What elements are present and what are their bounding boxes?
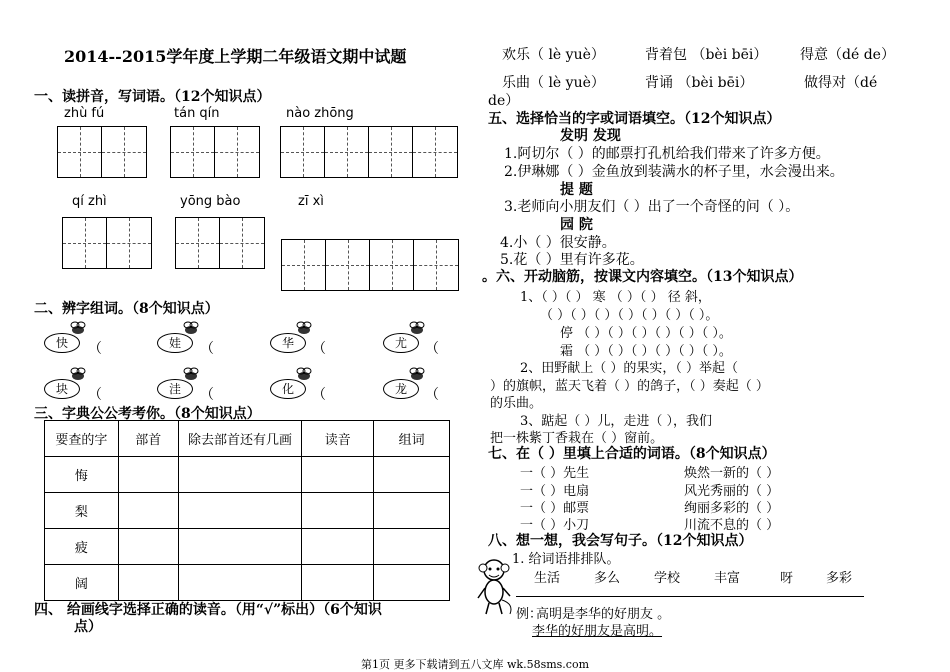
- answer-cell[interactable]: [374, 493, 450, 529]
- word-group-1: 发明 发现: [560, 128, 621, 144]
- section-3-heading: 三、字典公公考考你。（8个知识点）: [34, 406, 261, 422]
- passage-3-line-2: 把一株紫丁香栽在（ ）窗前。: [490, 431, 664, 446]
- col-header: 读音: [302, 421, 374, 457]
- measure-word-2: 一（ ）电扇: [520, 484, 590, 499]
- reading-item-3: 得意（dé de）: [800, 47, 895, 63]
- answer-cell[interactable]: [118, 565, 178, 601]
- section-4-heading: 四、 给画线字选择正确的读音。（用“√”标出）（6个知识: [34, 602, 382, 618]
- writing-grid-1[interactable]: [57, 126, 147, 178]
- answer-cell[interactable]: [178, 529, 302, 565]
- paren: （: [425, 341, 439, 357]
- measure-word-3: 一（ ）邮票: [520, 501, 590, 516]
- bee-icon: [294, 367, 312, 381]
- monkey-icon: [474, 556, 516, 618]
- lookup-char: 悔: [45, 457, 119, 493]
- answer-cell[interactable]: [374, 529, 450, 565]
- table-header-row: [45, 421, 450, 457]
- paren: （: [200, 341, 214, 357]
- paren: （: [425, 387, 439, 403]
- section-6-heading: 。六、开动脑筋，按课文内容填空。（13个知识点）: [482, 269, 803, 285]
- poem-line-4: 霜 （ ）（ ）（ ）（ ）（ ）（ ）。: [560, 344, 732, 359]
- reading-item-5: 背诵 （bèi bēi）: [645, 75, 754, 91]
- bee-card-6: [155, 367, 199, 401]
- word-3: 学校: [654, 571, 681, 586]
- answer-cell[interactable]: [178, 457, 302, 493]
- writing-grid-4[interactable]: [62, 217, 152, 269]
- adjective-phrase-3: 绚丽多彩的（ ）: [684, 501, 780, 516]
- table-row: [45, 565, 450, 601]
- example-sentence-2: 李华的好朋友是高明。: [532, 624, 663, 639]
- pinyin-5: yōng bào: [180, 194, 241, 209]
- passage-2-line-3: 的乐曲。: [490, 396, 543, 411]
- adjective-phrase-2: 风光秀丽的（ ）: [684, 484, 780, 499]
- bee-card-1: [42, 321, 86, 355]
- bee-card-2: [155, 321, 199, 355]
- word-2: 多么: [594, 571, 621, 586]
- writing-grid-3[interactable]: [280, 126, 458, 178]
- passage-2-line-2: ）的旗帜，蓝天飞着（ ）的鸽子，（ ）奏起（ ）: [490, 379, 769, 394]
- reading-item-2: 背着包 （bèi bēi）: [645, 47, 768, 63]
- char-3: 华: [270, 333, 306, 353]
- writing-grid-5[interactable]: [175, 217, 265, 269]
- lookup-char: 阔: [45, 565, 119, 601]
- fill-item-2: 2.伊琳娜（ ）金鱼放到装满水的杯子里，水会漫出来。: [504, 164, 844, 180]
- bee-icon: [181, 367, 199, 381]
- section-2-heading: 二、辨字组词。（8个知识点）: [34, 301, 219, 317]
- bee-icon: [407, 367, 425, 381]
- answer-cell[interactable]: [118, 529, 178, 565]
- sub-task-1: 1. 给词语排排队。: [512, 552, 620, 567]
- bee-card-8: [381, 367, 425, 401]
- char-4: 尤: [383, 333, 419, 353]
- answer-cell[interactable]: [118, 457, 178, 493]
- reading-item-1: 欢乐（ lè yuè）: [502, 47, 605, 63]
- bee-card-3: [268, 321, 312, 355]
- poem-line-3: 停 （ ）（ ）（ ）（ ）（ ）（ ）。: [560, 326, 732, 341]
- section-4-heading-cont: 点）: [74, 619, 102, 635]
- answer-cell[interactable]: [302, 565, 374, 601]
- bee-card-7: [268, 367, 312, 401]
- table-row: [45, 457, 450, 493]
- bee-icon: [407, 321, 425, 335]
- section-7-heading: 七、在（ ）里填上合适的词语。（8个知识点）: [488, 446, 776, 462]
- section-8-heading: 八、想一想，我会写句子。（12个知识点）: [488, 533, 753, 549]
- bee-icon: [181, 321, 199, 335]
- bee-icon: [68, 367, 86, 381]
- writing-grid-2[interactable]: [170, 126, 260, 178]
- example-label: 例：: [516, 607, 543, 622]
- answer-cell[interactable]: [374, 457, 450, 493]
- fill-item-5: 5.花（ ）里有许多花。: [500, 252, 644, 268]
- pinyin-1: zhù fú: [64, 106, 105, 121]
- answer-cell[interactable]: [118, 493, 178, 529]
- answer-cell[interactable]: [302, 529, 374, 565]
- lookup-char: 疲: [45, 529, 119, 565]
- lookup-char: 梨: [45, 493, 119, 529]
- char-6: 洼: [157, 379, 193, 399]
- paren: （: [312, 341, 326, 357]
- answer-cell[interactable]: [178, 565, 302, 601]
- example-sentence-1: 高明是李华的好朋友 。: [536, 607, 671, 622]
- fill-item-4: 4.小（ ）很安静。: [500, 235, 616, 251]
- char-5: 块: [44, 379, 80, 399]
- word-6: 多彩: [826, 571, 853, 586]
- dictionary-table: [44, 420, 450, 601]
- page-footer: 第1页 更多下载请到五八文库 wk.58sms.com: [361, 658, 589, 671]
- bee-icon: [68, 321, 86, 335]
- pinyin-6: zī xì: [298, 194, 324, 209]
- paren: （: [312, 387, 326, 403]
- answer-line[interactable]: [516, 596, 864, 597]
- answer-cell[interactable]: [302, 493, 374, 529]
- reading-item-6-cont: de）: [488, 93, 520, 109]
- bee-icon: [294, 321, 312, 335]
- paren: （: [88, 341, 102, 357]
- writing-grid-6[interactable]: [281, 239, 459, 291]
- col-header: 要查的字: [45, 421, 119, 457]
- word-4: 丰富: [714, 571, 741, 586]
- paren: （: [200, 387, 214, 403]
- reading-item-6: 做得对（dé: [804, 75, 878, 91]
- word-group-3: 园 院: [560, 217, 593, 233]
- col-header: 组词: [374, 421, 450, 457]
- answer-cell[interactable]: [302, 457, 374, 493]
- page-title: 2014--2015学年度上学期二年级语文期中试题: [64, 47, 407, 66]
- table-row: [45, 493, 450, 529]
- adjective-phrase-4: 川流不息的（ ）: [684, 518, 780, 533]
- pinyin-2: tán qín: [174, 106, 220, 121]
- answer-cell[interactable]: [178, 493, 302, 529]
- word-group-2: 提 题: [560, 182, 593, 198]
- poem-line-1: 1、（ ）（ ） 寒 （ ）（ ） 径 斜，: [520, 290, 711, 305]
- pinyin-3: nào zhōng: [286, 106, 354, 121]
- table-row: [45, 529, 450, 565]
- passage-3-line-1: 3、踮起（ ）儿，走进（ ），我们: [520, 414, 713, 429]
- fill-item-1: 1.阿切尔（ ）的邮票打孔机给我们带来了许多方便。: [504, 146, 830, 162]
- bee-card-4: [381, 321, 425, 355]
- pinyin-4: qí zhì: [72, 194, 107, 209]
- section-1-heading: 一、读拼音，写词语。（12个知识点）: [34, 89, 271, 105]
- word-5: 呀: [780, 571, 794, 586]
- passage-2-line-1: 2、田野献上（ ）的果实，（ ）举起（: [520, 361, 739, 376]
- paren: （: [88, 387, 102, 403]
- char-8: 龙: [383, 379, 419, 399]
- col-header: 除去部首还有几画: [178, 421, 302, 457]
- char-1: 快: [44, 333, 80, 353]
- word-1: 生活: [534, 571, 561, 586]
- bee-card-5: [42, 367, 86, 401]
- answer-cell[interactable]: [374, 565, 450, 601]
- measure-word-1: 一（ ）先生: [520, 466, 590, 481]
- measure-word-4: 一（ ）小刀: [520, 518, 590, 533]
- reading-item-4: 乐曲（ lè yuè）: [502, 75, 605, 91]
- char-7: 化: [270, 379, 306, 399]
- char-2: 娃: [157, 333, 193, 353]
- poem-line-2: （ ）（ ）（ ）（ ）（ ）（ ）（ ）。: [540, 308, 719, 323]
- adjective-phrase-1: 焕然一新的（ ）: [684, 466, 780, 481]
- col-header: 部首: [118, 421, 178, 457]
- section-5-heading: 五、选择恰当的字或词语填空。（12个知识点）: [488, 111, 781, 127]
- fill-item-3: 3.老师向小朋友们（ ）出了一个奇怪的问（ ）。: [504, 199, 800, 215]
